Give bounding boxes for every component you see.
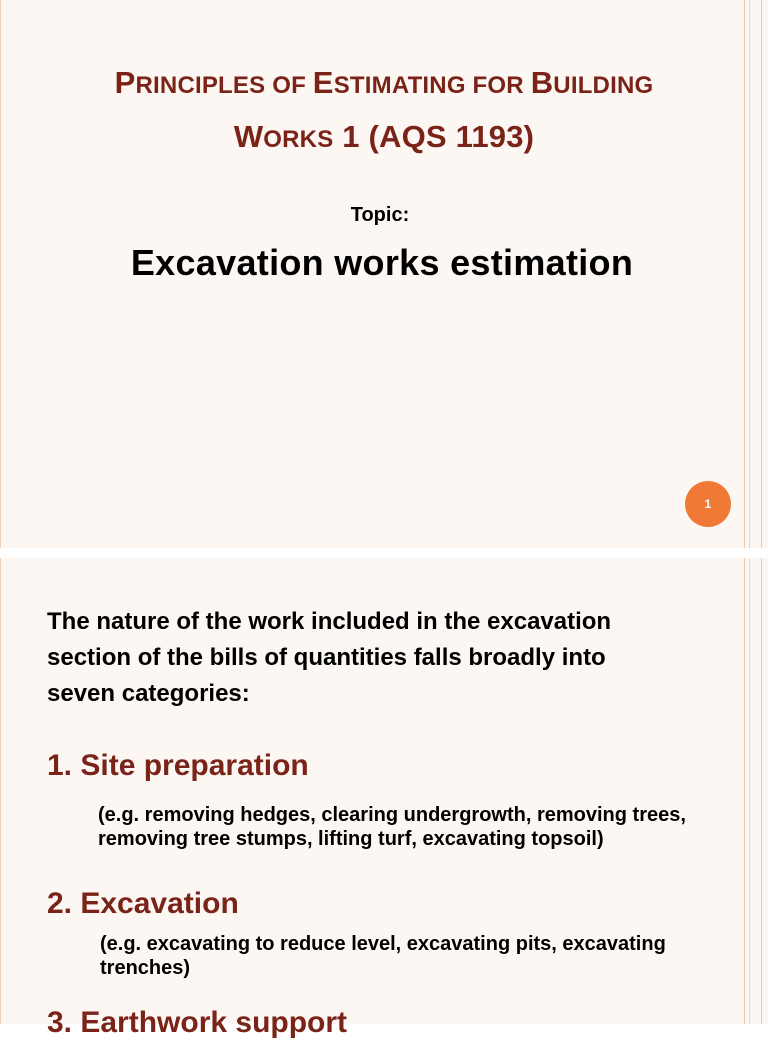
title-segment: STIMATING FOR	[333, 72, 531, 99]
intro-paragraph: The nature of the work included in the excavation section of the bills of quantities falls broadly into seven categories:	[47, 608, 612, 707]
title-segment: E	[312, 65, 334, 100]
title-line-2	[234, 119, 534, 154]
decorative-band	[744, 558, 762, 1024]
title-segment: 1 (AQS 1193)	[333, 119, 535, 155]
title-segment: RINCIPLES OF	[135, 72, 313, 99]
page-number-badge: 1	[685, 481, 731, 527]
title-segment: UILDING	[553, 72, 654, 99]
slide-title	[0, 56, 768, 165]
title-segment: B	[530, 65, 554, 100]
slide-left-rule	[0, 558, 1, 1024]
slide-subtitle: Excavation works estimation	[130, 242, 634, 283]
category-description: (e.g. excavating to reduce level, excavating pits, excavating trenches)	[100, 933, 666, 979]
category-heading: 3. Earthwork support	[47, 1006, 348, 1039]
category-heading: 1. Site preparation	[47, 749, 309, 782]
title-segment: ORKS	[263, 126, 334, 154]
topic-label: Topic:	[350, 204, 410, 226]
category-heading: 2. Excavation	[47, 887, 239, 920]
title-segment: W	[233, 119, 264, 155]
title-segment: P	[114, 65, 136, 100]
category-description: (e.g. removing hedges, clearing undergrowth, removing trees, removing tree stumps, lifting turf, excavating topsoil)	[98, 804, 686, 850]
title-line-1	[115, 65, 654, 100]
